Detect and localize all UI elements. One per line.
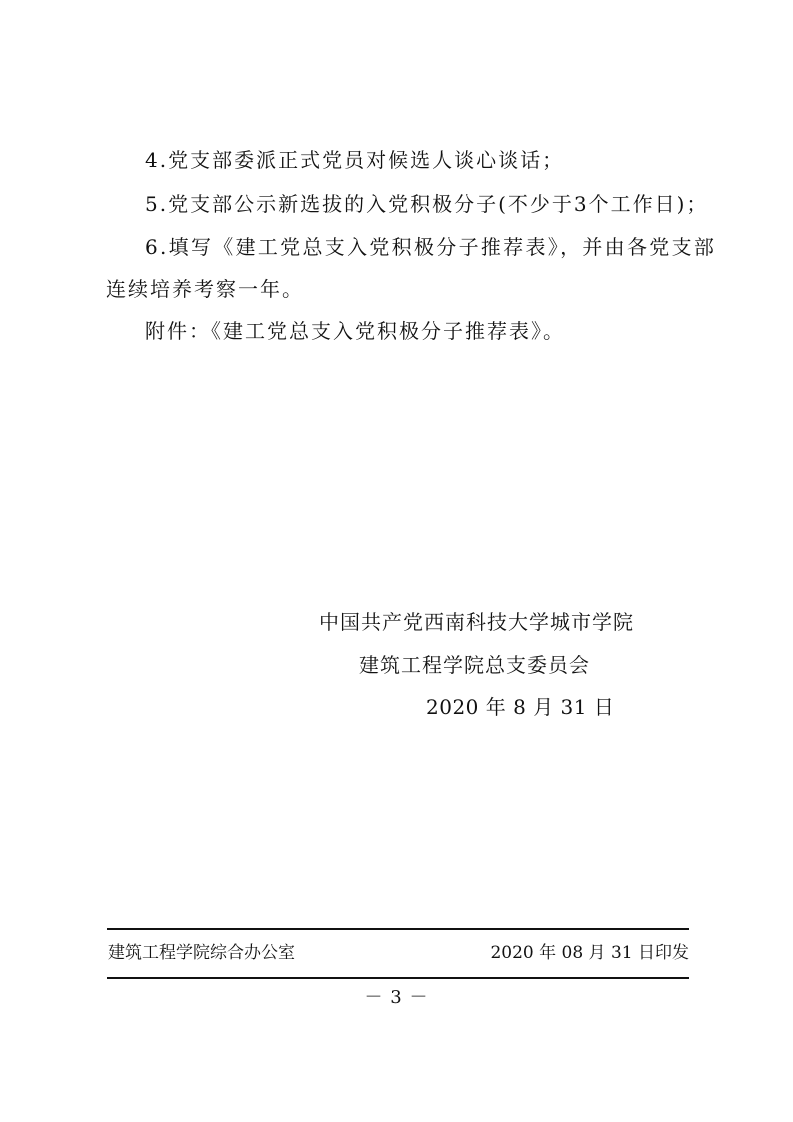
signature-organization: 中国共产党西南科技大学城市学院 [319,610,634,634]
body-line-step-5: 5.党支部公示新选拔的入党积极分子(不少于3个工作日)； [145,192,709,216]
page-number: － 3 － [364,987,429,1008]
signature-date: 2020 年 8 月 31 日 [426,695,615,719]
footer-top-rule [107,928,689,930]
body-line-step-4: 4.党支部委派正式党员对候选人谈心谈话； [145,148,565,172]
footer-issuer: 建筑工程学院综合办公室 [108,943,295,963]
body-line-step-6: 6.填写《建工党总支入党积极分子推荐表》，并由各党支部 [145,235,717,259]
attachment-line: 附件：《建工党总支入党积极分子推荐表》。 [145,319,565,343]
signature-committee: 建筑工程学院总支委员会 [359,653,590,677]
footer-issued-date: 2020 年 08 月 31 日印发 [490,943,689,963]
footer-bottom-rule [107,977,689,979]
body-line-step-6-continued: 连续培养考察一年。 [106,277,304,301]
